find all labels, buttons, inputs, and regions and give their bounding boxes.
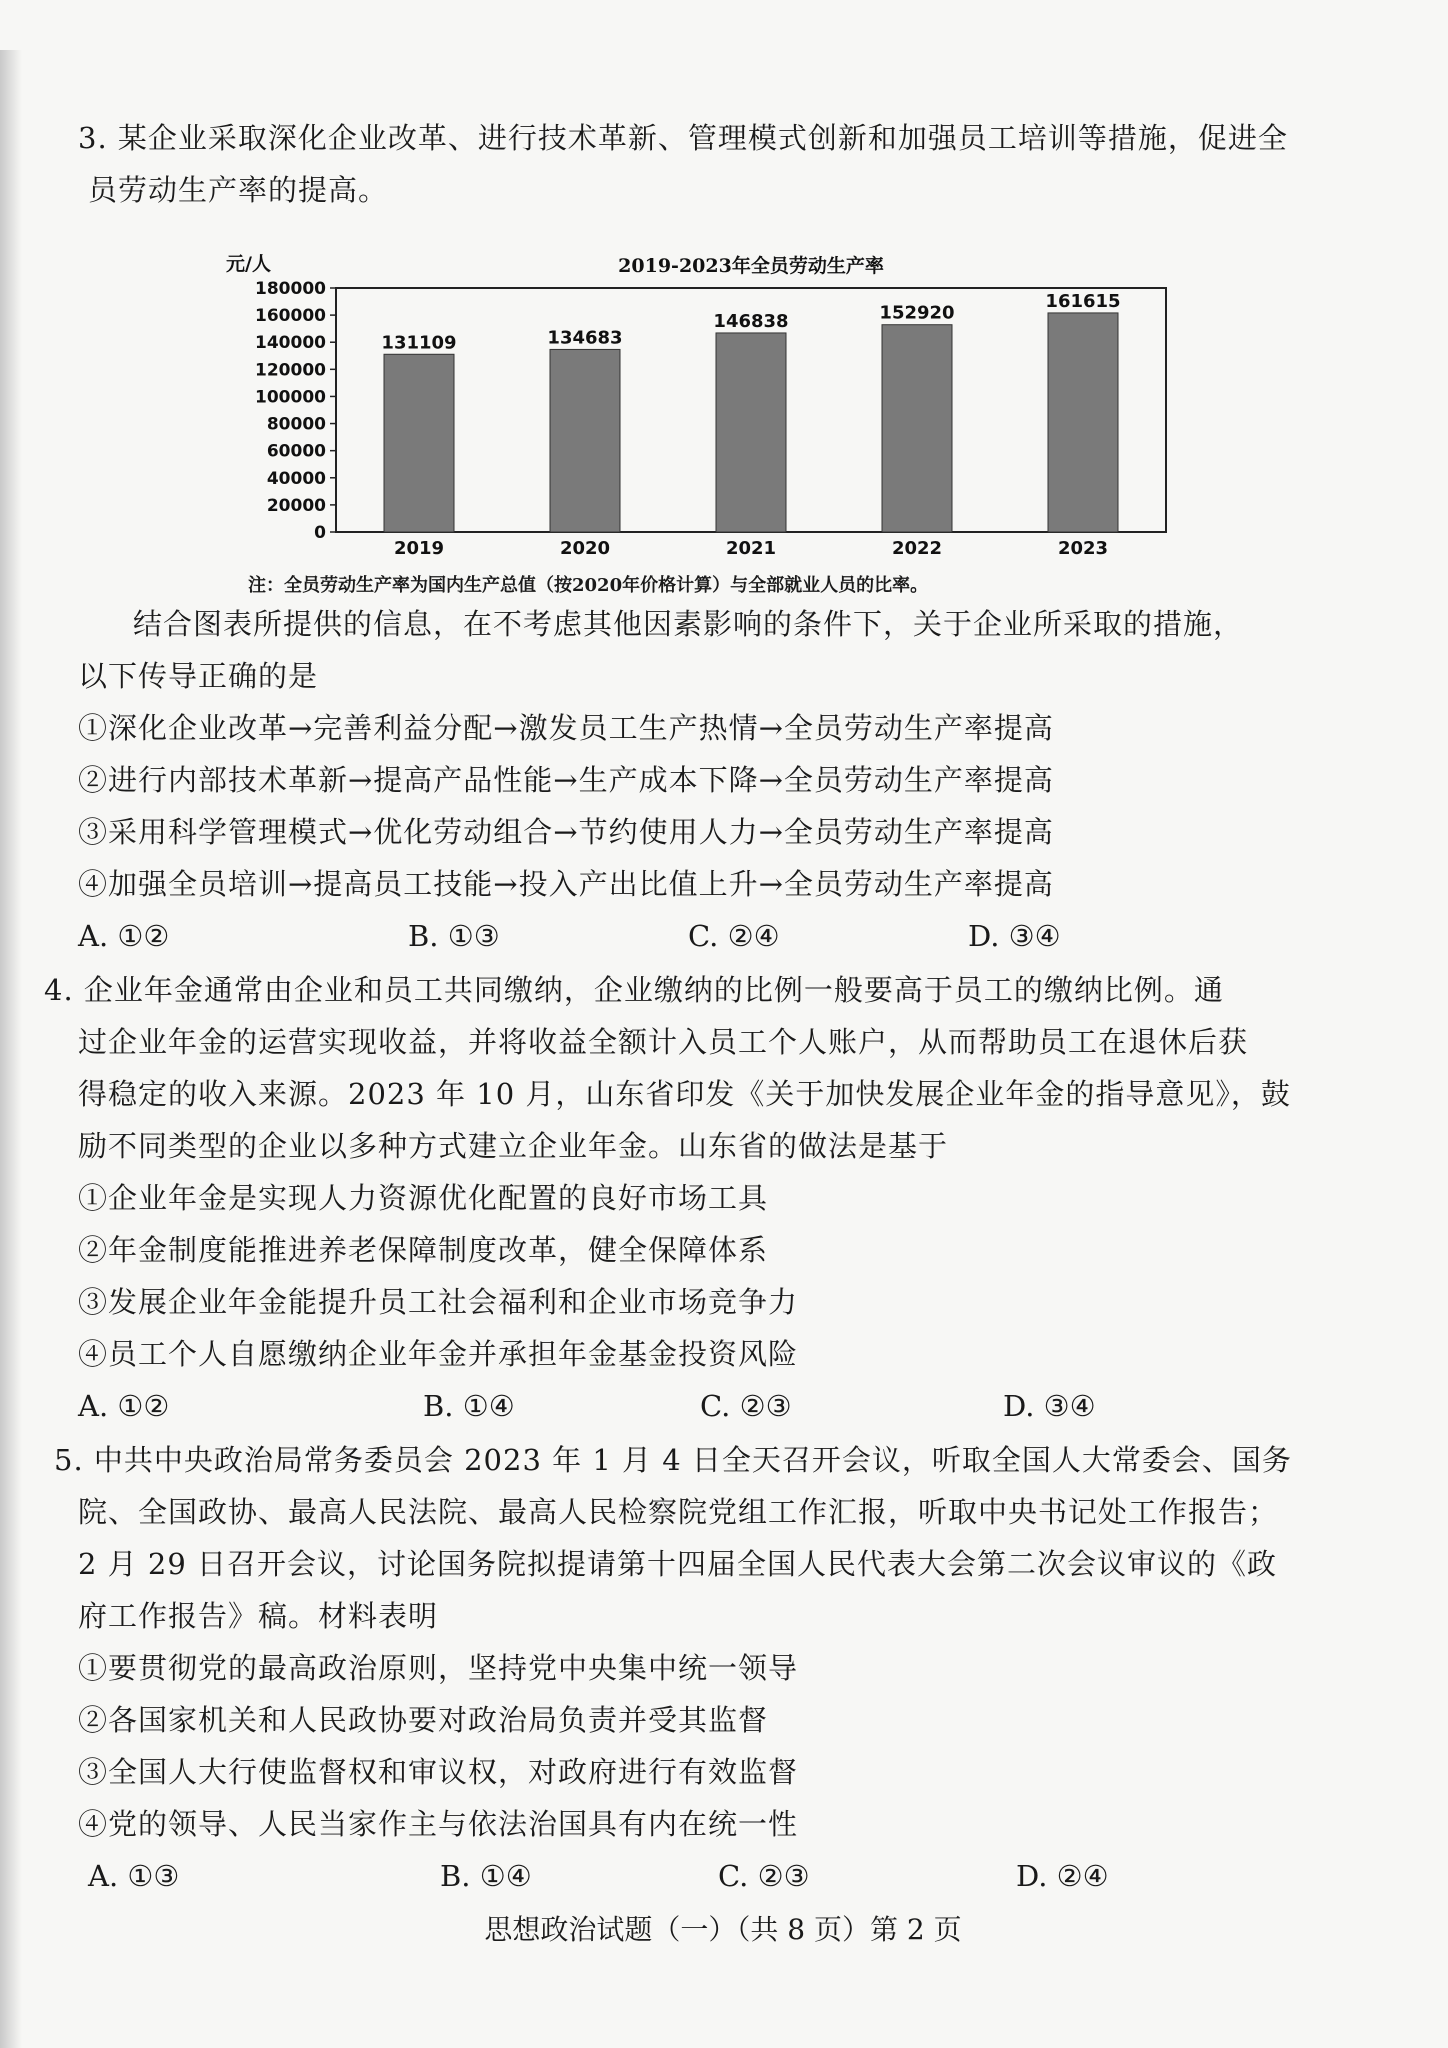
q4-item-2: ②年金制度能推进养老保障制度改革，健全保障体系 <box>78 1233 769 1267</box>
data-label-2019: 131109 <box>381 332 457 354</box>
data-label-2021: 146838 <box>713 310 789 332</box>
x-tick-label-2023: 2023 <box>1057 538 1109 559</box>
q5-item-2: ②各国家机关和人民政协要对政治局负责并受其监督 <box>78 1703 769 1737</box>
q3-question-line2: 以下传导正确的是 <box>78 659 319 693</box>
q3-item-4: ④加强全员培训→提高员工技能→投入产出比值上升→全员劳动生产率提高 <box>78 867 1054 901</box>
y-tick-label: 180000 <box>255 279 326 299</box>
q4-option-b[interactable]: B. ①④ <box>423 1389 515 1423</box>
data-label-2022: 152920 <box>879 302 955 324</box>
y-tick-label: 0 <box>314 523 326 543</box>
q5-item-1: ①要贯彻党的最高政治原则，坚持党中央集中统一领导 <box>78 1651 799 1685</box>
q5-stem-line2: 院、全国政协、最高人民法院、最高人民检察院党组工作汇报，听取中央书记处工作报告； <box>78 1495 1279 1529</box>
q3-item-2: ②进行内部技术革新→提高产品性能→生产成本下降→全员劳动生产率提高 <box>78 763 1054 797</box>
q5-option-b[interactable]: B. ①④ <box>440 1859 532 1893</box>
q3-stem-line1: 3. 某企业采取深化企业改革、进行技术革新、管理模式创新和加强员工培训等措施，促进全 <box>78 121 1288 155</box>
q4-item-1: ①企业年金是实现人力资源优化配置的良好市场工具 <box>78 1181 769 1215</box>
q4-item-3: ③发展企业年金能提升员工社会福利和企业市场竞争力 <box>78 1285 799 1319</box>
bar-2021 <box>716 333 786 532</box>
q4-stem-line1: 4. 企业年金通常由企业和员工共同缴纳，企业缴纳的比例一般要高于员工的缴纳比例。通 <box>44 973 1224 1007</box>
q3-option-d[interactable]: D. ③④ <box>968 919 1061 953</box>
y-tick-label: 20000 <box>266 495 326 516</box>
q4-stem-line2: 过企业年金的运营实现收益，并将收益全额计入员工个人账户，从而帮助员工在退休后获 <box>78 1025 1249 1059</box>
q4-option-d[interactable]: D. ③④ <box>1003 1389 1096 1423</box>
q5-option-a[interactable]: A. ①③ <box>88 1859 180 1893</box>
q5-stem-line3: 2 月 29 日召开会议，讨论国务院拟提请第十四届全国人民代表大会第二次会议审议的《政 <box>78 1547 1278 1581</box>
q4-item-4: ④员工个人自愿缴纳企业年金并承担年金基金投资风险 <box>78 1337 799 1371</box>
q5-item-4: ④党的领导、人民当家作主与依法治国具有内在统一性 <box>78 1807 799 1841</box>
data-label-2020: 134683 <box>547 327 623 349</box>
q3-stem-line2: 员劳动生产率的提高。 <box>88 173 389 207</box>
scan-edge-shadow <box>0 50 22 2048</box>
bar-2020 <box>550 349 620 532</box>
bar-2019 <box>384 354 454 532</box>
bar-2023 <box>1048 313 1118 532</box>
q3-option-a[interactable]: A. ①② <box>78 919 170 953</box>
y-tick-label: 60000 <box>266 441 326 462</box>
q3-option-c[interactable]: C. ②④ <box>688 919 780 953</box>
y-tick-label: 40000 <box>266 468 326 489</box>
q3-question-line1: 结合图表所提供的信息，在不考虑其他因素影响的条件下，关于企业所采取的措施， <box>133 607 1244 641</box>
bar-2022 <box>882 325 952 532</box>
y-tick-label: 80000 <box>266 414 326 435</box>
y-tick-label: 140000 <box>255 333 326 354</box>
page-footer: 思想政治试题（一）（共 8 页）第 2 页 <box>484 1913 962 1946</box>
q4-stem-line3: 得稳定的收入来源。2023 年 10 月，山东省印发《关于加快发展企业年金的指导意见》，鼓 <box>78 1077 1291 1111</box>
y-tick-label: 160000 <box>255 306 326 327</box>
q4-stem-line4: 励不同类型的企业以多种方式建立企业年金。山东省的做法是基于 <box>78 1129 949 1163</box>
x-tick-label-2020: 2020 <box>559 538 611 559</box>
data-label-2023: 161615 <box>1045 290 1121 312</box>
chart-title: 2019-2023年全员劳动生产率 <box>618 255 884 277</box>
y-tick-label: 100000 <box>255 387 326 408</box>
q5-option-d[interactable]: D. ②④ <box>1016 1859 1109 1893</box>
q4-option-c[interactable]: C. ②③ <box>700 1389 792 1423</box>
y-axis-unit-label: 元/人 <box>226 253 271 275</box>
productivity-chart <box>166 250 1186 580</box>
x-tick-label-2021: 2021 <box>725 538 777 559</box>
x-tick-label-2022: 2022 <box>891 538 943 559</box>
q3-item-1: ①深化企业改革→完善利益分配→激发员工生产热情→全员劳动生产率提高 <box>78 711 1054 745</box>
chart-note: 注：全员劳动生产率为国内生产总值（按2020年价格计算）与全部就业人员的比率。 <box>248 575 929 596</box>
q3-item-3: ③采用科学管理模式→优化劳动组合→节约使用人力→全员劳动生产率提高 <box>78 815 1054 849</box>
q3-option-b[interactable]: B. ①③ <box>408 919 500 953</box>
q4-option-a[interactable]: A. ①② <box>78 1389 170 1423</box>
q5-stem-line4: 府工作报告》稿。材料表明 <box>78 1599 439 1633</box>
q5-stem-line1: 5. 中共中央政治局常务委员会 2023 年 1 月 4 日全天召开会议，听取全国人大常委会、国务 <box>54 1443 1292 1477</box>
y-tick-label: 120000 <box>255 360 326 381</box>
q5-item-3: ③全国人大行使监督权和审议权，对政府进行有效监督 <box>78 1755 799 1789</box>
q5-option-c[interactable]: C. ②③ <box>718 1859 810 1893</box>
x-tick-label-2019: 2019 <box>393 538 445 559</box>
bar-chart-svg <box>166 250 1186 580</box>
